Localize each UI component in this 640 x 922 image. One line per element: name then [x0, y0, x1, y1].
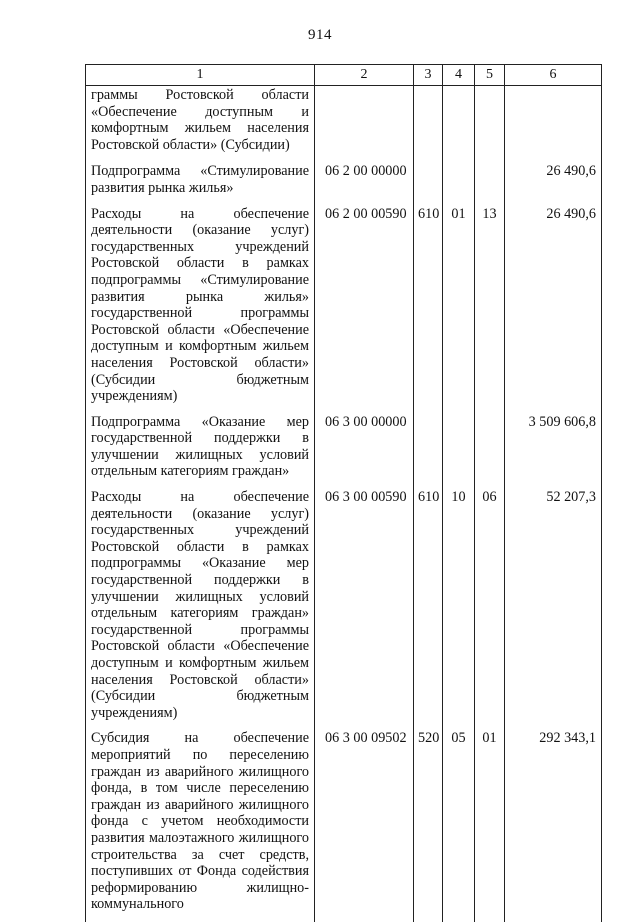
row-section: 10 [443, 489, 475, 730]
row-expense-type: 520 [414, 730, 443, 922]
table-row [86, 730, 602, 922]
row-name: Расходы на обеспечение деятельности (оказание услуг) государственных учреждений Ростовской области в рамках подпрограммы «Оказание мер государственной поддержки в улучшении жилищных условий отдельным категориям граждан» государственной программы Ростовской области «Обеспечение доступным и комфортным жильем населения Ростовской области» (Субсидии бюджетным учреждениям) [86, 489, 315, 730]
column-header-5: 5 [475, 65, 505, 86]
row-subsection [475, 414, 505, 489]
row-target-code: 06 3 00 00000 [315, 414, 414, 489]
row-amount [505, 86, 602, 164]
row-name: Субсидия на обеспечение мероприятий по переселению граждан из аварийного жилищного фонда, в том числе переселению граждан из аварийного жилищного фонда с учетом необходимости развития малоэтажного жилищного строительства за счет средств, поступивших от Фонда содействия реформированию жилищно-коммунального [86, 730, 315, 922]
row-name: Расходы на обеспечение деятельности (оказание услуг) государственных учреждений Ростовской области в рамках подпрограммы «Стимулирование развития рынка жилья» государственной программы Ростовской области «Обеспечение доступным и комфортным жильем населения Ростовской области» (Субсидии бюджетным учреждениям) [86, 206, 315, 414]
table-row [86, 163, 602, 205]
row-section [443, 163, 475, 205]
row-subsection [475, 86, 505, 164]
table-row [86, 414, 602, 489]
row-name: Подпрограмма «Оказание мер государственной поддержки в улучшении жилищных условий отдельным категориям граждан» [86, 414, 315, 489]
row-target-code: 06 3 00 00590 [315, 489, 414, 730]
row-amount: 52 207,3 [505, 489, 602, 730]
row-amount: 26 490,6 [505, 206, 602, 414]
row-name: граммы Ростовской области «Обеспечение доступным и комфортным жильем населения Ростовской области» (Субсидии) [86, 86, 315, 164]
row-subsection: 13 [475, 206, 505, 414]
row-expense-type [414, 86, 443, 164]
row-amount: 292 343,1 [505, 730, 602, 922]
row-target-code [315, 86, 414, 164]
row-subsection: 06 [475, 489, 505, 730]
column-header-1: 1 [86, 65, 315, 86]
table-row [86, 86, 602, 164]
page-number: 914 [308, 27, 332, 43]
row-expense-type [414, 414, 443, 489]
row-expense-type [414, 163, 443, 205]
row-subsection [475, 163, 505, 205]
row-expense-type: 610 [414, 206, 443, 414]
column-header-6: 6 [505, 65, 602, 86]
row-target-code: 06 2 00 00590 [315, 206, 414, 414]
row-section: 01 [443, 206, 475, 414]
column-header-3: 3 [414, 65, 443, 86]
row-section: 05 [443, 730, 475, 922]
budget-table [85, 64, 602, 922]
row-amount: 26 490,6 [505, 163, 602, 205]
row-name: Подпрограмма «Стимулирование развития рынка жилья» [86, 163, 315, 205]
row-subsection: 01 [475, 730, 505, 922]
column-number-header-row [86, 65, 602, 86]
table-row [86, 206, 602, 414]
column-header-2: 2 [315, 65, 414, 86]
row-section [443, 86, 475, 164]
row-target-code: 06 2 00 00000 [315, 163, 414, 205]
row-section [443, 414, 475, 489]
table-row [86, 489, 602, 730]
row-target-code: 06 3 00 09502 [315, 730, 414, 922]
row-amount: 3 509 606,8 [505, 414, 602, 489]
column-header-4: 4 [443, 65, 475, 86]
row-expense-type: 610 [414, 489, 443, 730]
